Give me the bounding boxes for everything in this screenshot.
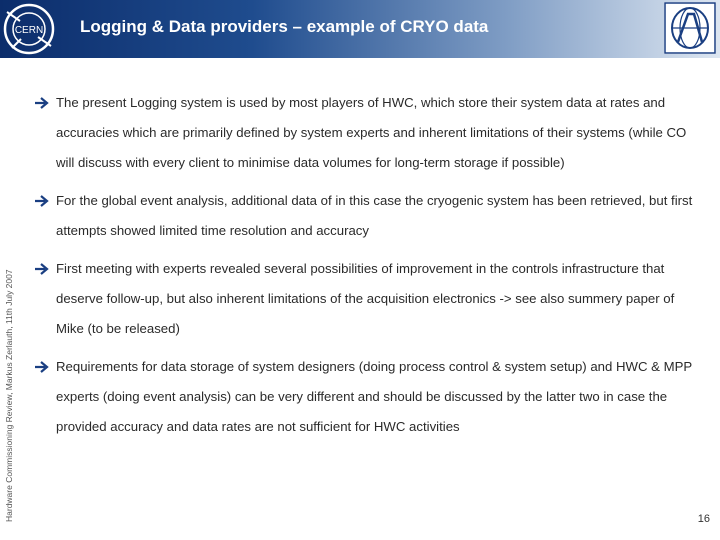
slide-header — [0, 0, 720, 58]
arrow-right-icon — [34, 359, 50, 375]
bullet-text: For the global event analysis, additional data of in this case the cryogenic system has been retrieved, but first attempts showed limited time resolution and accuracy — [56, 193, 693, 238]
bullet-list — [34, 88, 704, 442]
bullet-item — [34, 352, 704, 442]
bullet-item — [34, 186, 704, 246]
ab-logo-icon — [664, 2, 716, 54]
ab-department-logo — [664, 2, 716, 54]
slide-title: Logging & Data providers – example of CRYO data — [80, 17, 489, 36]
page-number: 16 — [697, 513, 710, 525]
bullet-text: The present Logging system is used by most players of HWC, which store their system data at rates and accuracies which are primarily defined by system experts and inherent limitations of their systems (while CO will discuss with every client to minimise data volumes for long-term storage if possible) — [56, 95, 687, 170]
bullet-item — [34, 88, 704, 178]
cern-logo-icon — [2, 2, 56, 56]
bullet-item — [34, 254, 704, 344]
arrow-right-icon — [34, 193, 50, 209]
arrow-right-icon — [34, 261, 50, 277]
cern-logo-text: CERN — [14, 25, 44, 36]
vertical-footer-text: Hardware Commissioning Review, Markus Zerlauth, 11th July 2007 — [4, 269, 14, 522]
bullet-text: Requirements for data storage of system designers (doing process control & system setup) and HWC & MPP experts (doing event analysis) can be very different and should be discussed by the latter two in case the provided accuracy and data rates are not sufficient for HWC activities — [56, 359, 692, 434]
bullet-text: First meeting with experts revealed several possibilities of improvement in the controls infrastructure that deserve follow-up, but also inherent limitations of the acquisition electronics -> see also summery paper of Mike (to be released) — [56, 261, 675, 336]
arrow-right-icon — [34, 95, 50, 111]
